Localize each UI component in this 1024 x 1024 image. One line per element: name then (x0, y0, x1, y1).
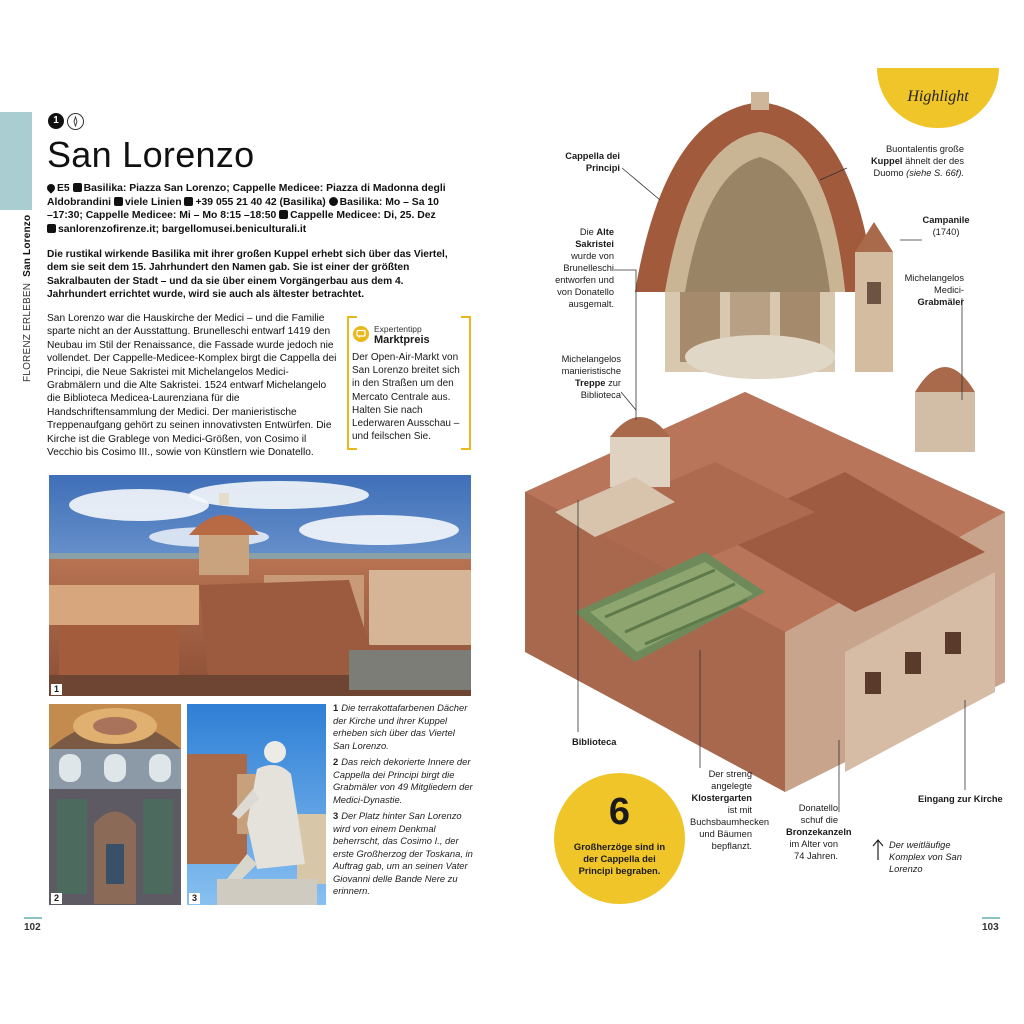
caption-2: 2 Das reich dekorierte Innere der Cappella dei Principi birgt die Grabmäler von 49 Mitgliedern der Medici-Dynastie. (333, 756, 473, 805)
label-klostergarten: Der streng angelegte Klostergarten ist mit Buchsbaumhecken und Bäumen bepflanzt. (690, 769, 770, 851)
page-title: San Lorenzo (47, 134, 255, 175)
label-biblioteca: Biblioteca (572, 737, 617, 747)
running-head-place: San Lorenzo (22, 214, 33, 277)
label-treppe: Michelangelos manieristische Treppe zur Biblioteca (561, 354, 621, 400)
label-campanile: Campanile (1740) (922, 215, 970, 237)
label-kuppel: Buontalentis große Kuppel ähnelt der des Duomo (siehe S. 66f). (870, 144, 964, 178)
info-address: Basilika: Piazza San Lorenzo; Cappelle Medicee: Piazza di Madonna degli Aldobrandini (47, 183, 446, 208)
photo-number: 1 (51, 684, 62, 695)
highlight-label: Highlight (907, 88, 969, 105)
photo-number: 2 (51, 893, 62, 904)
info-hours: Basilika: Mo – Sa 10 –17:30; Cappelle Medicee: Mi – Mo 8:15 –18:50 (47, 196, 439, 222)
intro-paragraph: Die rustikal wirkende Basilika mit ihrer großen Kuppel erhebt sich über das Viertel, dem sie seit dem 15. Jahrhundert den Namen gab. Sie ist einer der größten Sakralbauten der Stadt – und da sie über einem Vorgängerbau aus dem 4. Jahrhundert errichtet wurde, wird sie auch als ältester betrachtet. (47, 249, 448, 301)
info-transport: viele Linien (124, 196, 182, 208)
label-bronzekanzeln: Donatello schuf die Bronzekanzeln im Alter von 74 Jahren. (786, 803, 852, 861)
label-komplex: Der weitläufige Komplex von San Lorenzo (889, 840, 962, 874)
label-grabmaeler: Michelangelos Medici-Grabmäler (904, 273, 964, 307)
label-alte-sakristei: Die Alte Sakristei wurde von Brunelleschi entworfen und von Donatello ausgemalt. (555, 227, 614, 309)
tip-kicker: Expertentipp (374, 324, 422, 334)
label-eingang: Eingang zur Kirche (918, 794, 1003, 804)
info-closed: Cappelle Medicee: Di, 25. Dez (290, 210, 436, 222)
body-paragraph: San Lorenzo war die Hauskirche der Medici – und die Familie sparte nicht an der Ausstattung. Brunelleschi entwarf 1419 den Neubau im Stil der Renaissance, die Fassade wurde jedoch nie vollendet. Der Cappelle-Medicee-Komplex birgt die Cappella dei Principi, die Neue Sakristei mit Michelangelos Medici-Grabmälern und die Alte Sakristei. 1524 entwarf Michelangelo die Biblioteca Medicea-Laurenziana für die Handschriftensammlung der Medici. Der manieristische Treppenaufgang gehört zu seinen innovativsten Entwürfen. Die Kirche ist die Grablege von Medici-Größen, von Cosimo il Vecchio bis Cosimo III., sowie von Künstlern wie Donatello. (47, 313, 337, 459)
label-cappella: Cappella dei Principi (565, 151, 620, 173)
entry-number-badge: 1 (48, 113, 64, 129)
photo-number: 3 (189, 893, 200, 904)
caption-3: 3 Der Platz hinter San Lorenzo wird von einem Denkmal beherrscht, das Cosimo I., der erste Großherzog der Toskana, in Auftrag gab, um an seinen Vater Giovanni delle Bande Nere zu erinnern. (333, 810, 473, 896)
info-grid: E5 (57, 183, 70, 194)
caption-1: 1 Die terrakottafarbenen Dächer der Kirche und ihrer Kuppel erheben sich über das Viertel San Lorenzo. (333, 702, 468, 751)
stat-circle (554, 773, 685, 904)
page-number-right: 103 (982, 922, 999, 933)
stat-number: 6 (608, 791, 631, 833)
tip-text: Der Open-Air-Markt von San Lorenzo breitet sich in den Straßen um den Mercato Centrale aus. Halten Sie nach Lederwaren Ausschau – und feilschen Sie. (352, 352, 460, 443)
running-head-section: FLORENZ ERLEBEN (22, 282, 33, 382)
stat-text: Großherzöge sind in der Cappella dei Principi begraben. (573, 841, 666, 876)
tip-title: Marktpreis (374, 334, 430, 346)
info-phone: +39 055 21 40 42 (Basilika) (195, 196, 326, 208)
info-web[interactable]: sanlorenzofirenze.it; bargellomusei.beniculturali.it (58, 223, 307, 235)
page-number-left: 102 (24, 922, 41, 933)
